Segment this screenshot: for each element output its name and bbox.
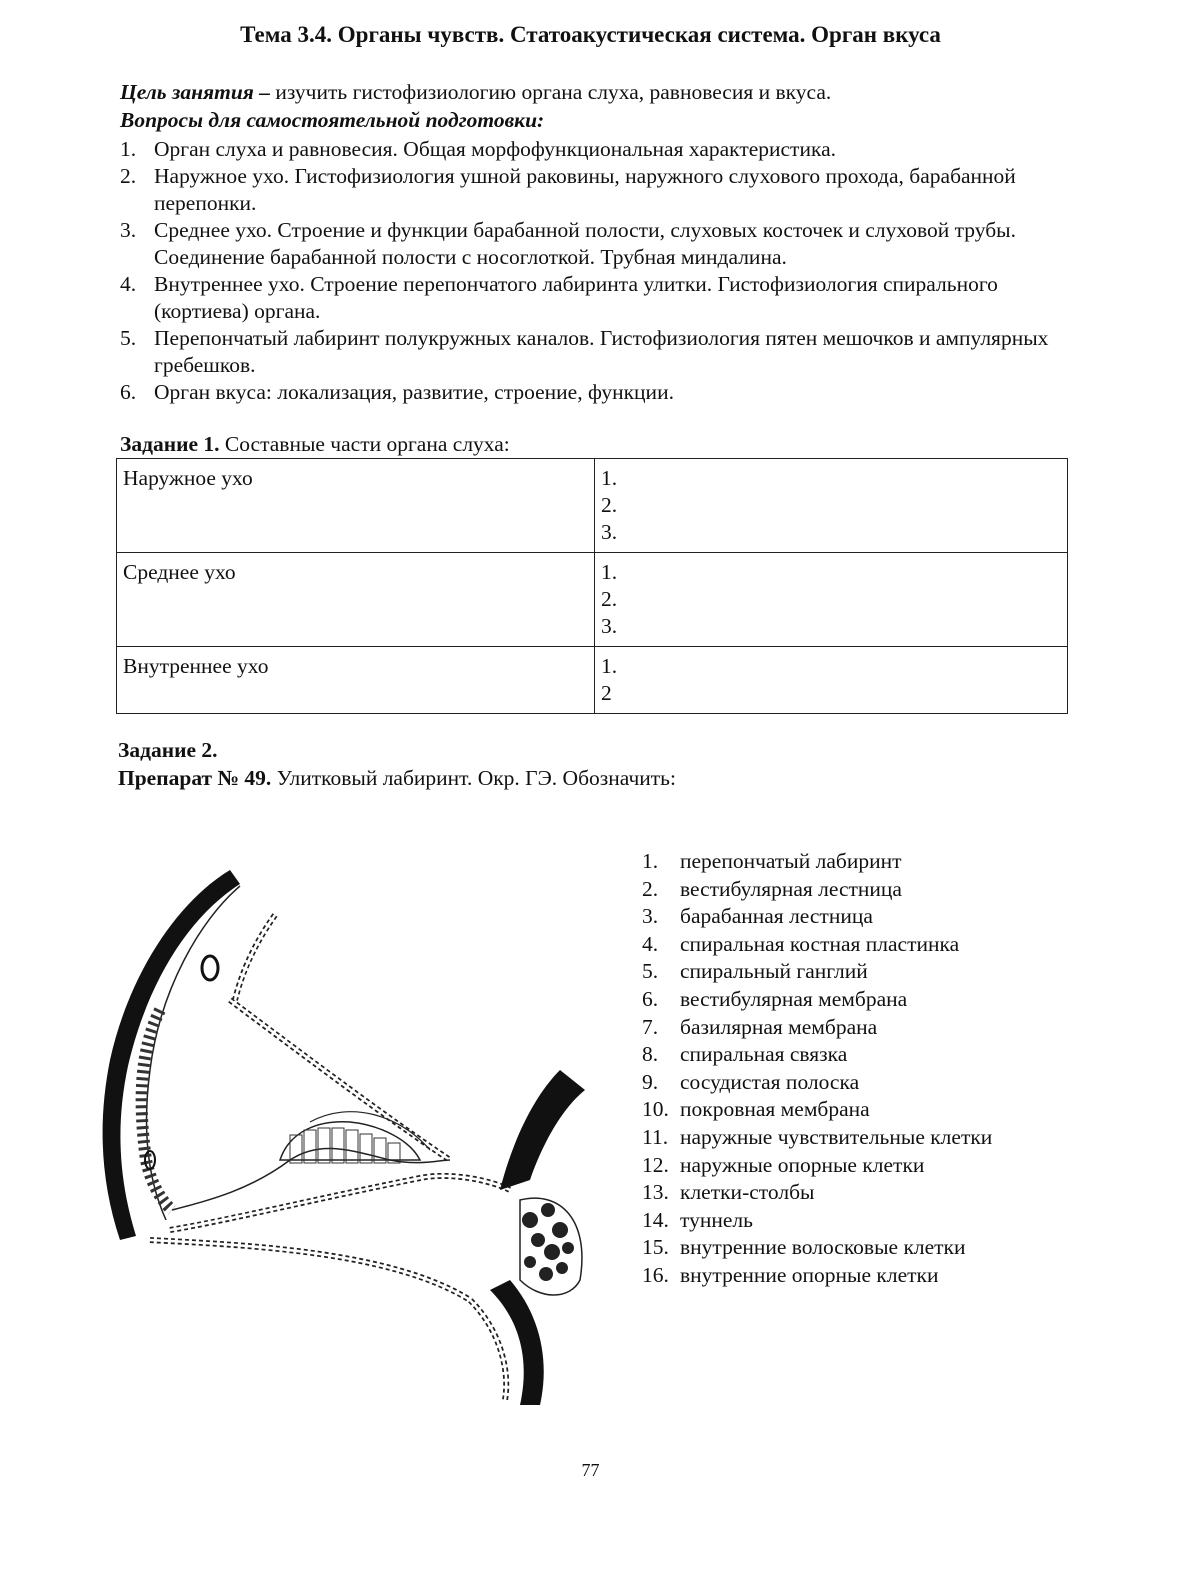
label-text: сосудистая полоска <box>680 1069 860 1094</box>
label-number: 4. <box>642 931 659 956</box>
bony-wall <box>103 870 240 1240</box>
list-item <box>642 1207 992 1235</box>
label-text: вестибулярная лестница <box>680 876 902 901</box>
specimen-label: Препарат № 49. <box>118 766 272 790</box>
list-item <box>120 379 1060 406</box>
tectorial-membrane <box>310 1112 430 1150</box>
list-item <box>120 217 1060 271</box>
list-item <box>120 325 1060 379</box>
task1-text: Составные части органа слуха: <box>219 432 510 456</box>
question-number: 6. <box>120 380 137 404</box>
label-text: барабанная лестница <box>680 904 873 929</box>
question-text: Среднее ухо. Строение и функции барабанной полости, слуховых косточек и слуховой трубы. Соединение барабанной полости с носоглоткой. Трубная миндалина. <box>154 218 1016 269</box>
table-row <box>117 459 1068 553</box>
scala-tympani-wall <box>150 1240 506 1400</box>
label-number: 15. <box>642 1235 669 1260</box>
list-item <box>120 163 1060 217</box>
table-cell-blanks[interactable] <box>595 553 1068 647</box>
label-number: 11. <box>642 1124 669 1149</box>
label-text: вестибулярная мембрана <box>680 986 908 1011</box>
label-number: 16. <box>642 1262 669 1287</box>
specimen-line <box>118 766 676 791</box>
label-number: 6. <box>642 986 659 1011</box>
table-cell-part: Среднее ухо <box>117 553 595 647</box>
diagram-labels-list <box>642 848 992 1290</box>
label-text: спиральный ганглий <box>680 959 868 984</box>
questions-list <box>120 136 1060 406</box>
list-item <box>642 903 992 931</box>
list-item <box>642 931 992 959</box>
label-text: наружные чувствительные клетки <box>680 1124 993 1149</box>
label-text: наружные опорные клетки <box>680 1152 925 1177</box>
label-text: спиральная связка <box>680 1042 848 1067</box>
table-cell-part: Внутреннее ухо <box>117 647 595 714</box>
question-number: 3. <box>120 218 137 242</box>
label-number: 14. <box>642 1207 669 1232</box>
question-number: 2. <box>120 164 137 188</box>
blank-line: 3. <box>601 520 618 544</box>
label-number: 9. <box>642 1069 659 1094</box>
goal-label: Цель занятия – <box>120 80 270 104</box>
question-number: 1. <box>120 137 137 161</box>
question-text: Наружное ухо. Гистофизиология ушной раковины, наружного слухового прохода, барабанной перепонки. <box>154 164 1016 215</box>
question-text: Перепончатый лабиринт полукружных каналов. Гистофизиология пятен мешочков и ампулярных гребешков. <box>154 326 1049 377</box>
label-text: внутренние волосковые клетки <box>680 1235 966 1260</box>
question-number: 4. <box>120 272 137 296</box>
specimen-text: Улитковый лабиринт. Окр. ГЭ. Обозначить: <box>271 766 676 790</box>
task2-heading: Задание 2. <box>118 738 218 762</box>
lesson-goal <box>120 80 831 105</box>
basilar-membrane <box>170 1176 510 1230</box>
list-item <box>642 876 992 904</box>
page-number: 77 <box>581 1460 600 1480</box>
goal-text: изучить гистофизиологию органа слуха, равновесия и вкуса. <box>270 80 832 104</box>
blank-line: 2. <box>601 587 618 611</box>
list-item <box>642 958 992 986</box>
table-cell-blanks[interactable] <box>595 647 1068 714</box>
label-number: 12. <box>642 1152 669 1177</box>
cochlea-diagram <box>90 860 600 1420</box>
label-number: 2. <box>642 876 659 901</box>
label-number: 1. <box>642 849 659 873</box>
label-text: туннель <box>680 1207 753 1232</box>
task1-label: Задание 1. <box>120 432 220 456</box>
blank-line: 1. <box>601 654 618 678</box>
ear-parts-table <box>116 458 1068 714</box>
label-text: перепончатый лабиринт <box>680 849 902 873</box>
list-item <box>642 986 992 1014</box>
list-item <box>642 1262 992 1290</box>
list-item <box>642 1152 992 1180</box>
label-number: 8. <box>642 1042 659 1067</box>
task1-heading <box>120 432 510 457</box>
list-item <box>642 1096 992 1124</box>
list-item <box>642 848 992 876</box>
list-item <box>642 1179 992 1207</box>
label-number: 3. <box>642 904 659 929</box>
list-item <box>120 271 1060 325</box>
blank-line: 1. <box>601 560 618 584</box>
label-number: 13. <box>642 1180 669 1205</box>
label-text: внутренние опорные клетки <box>680 1262 939 1287</box>
label-number: 5. <box>642 959 659 984</box>
label-number: 7. <box>642 1014 659 1039</box>
question-text: Орган слуха и равновесия. Общая морфофункциональная характеристика. <box>154 137 836 161</box>
blank-line: 1. <box>601 466 618 490</box>
spiral-ganglion <box>522 1203 574 1281</box>
question-text: Орган вкуса: локализация, развитие, строение, функции. <box>154 380 674 404</box>
blank-line: 2 <box>601 681 612 705</box>
list-item <box>642 1041 992 1069</box>
list-item <box>642 1234 992 1262</box>
spiral-ligament <box>147 886 240 1220</box>
table-cell-blanks[interactable] <box>595 459 1068 553</box>
scala-vestibuli-wall <box>235 915 275 1000</box>
table-row <box>117 647 1068 714</box>
questions-heading: Вопросы для самостоятельной подготовки: <box>120 108 545 132</box>
label-text: клетки-столбы <box>680 1180 815 1205</box>
label-text: спиральная костная пластинка <box>680 931 960 956</box>
list-item <box>120 136 1060 163</box>
table-row <box>117 553 1068 647</box>
modiolus-bone <box>500 1070 585 1190</box>
label-number: 10. <box>642 1097 669 1122</box>
page-title: Тема 3.4. Органы чувств. Статоакустическая система. Орган вкуса <box>240 22 941 47</box>
label-text: покровная мембрана <box>680 1097 870 1122</box>
list-item <box>642 1014 992 1042</box>
label-text: базилярная мембрана <box>680 1014 878 1039</box>
question-number: 5. <box>120 326 137 350</box>
list-item <box>642 1069 992 1097</box>
blank-line: 3. <box>601 614 618 638</box>
list-item <box>642 1124 992 1152</box>
blank-line: 2. <box>601 493 618 517</box>
question-text: Внутреннее ухо. Строение перепончатого лабиринта улитки. Гистофизиология спирального (кортиева) органа. <box>154 272 998 323</box>
table-cell-part: Наружное ухо <box>117 459 595 553</box>
